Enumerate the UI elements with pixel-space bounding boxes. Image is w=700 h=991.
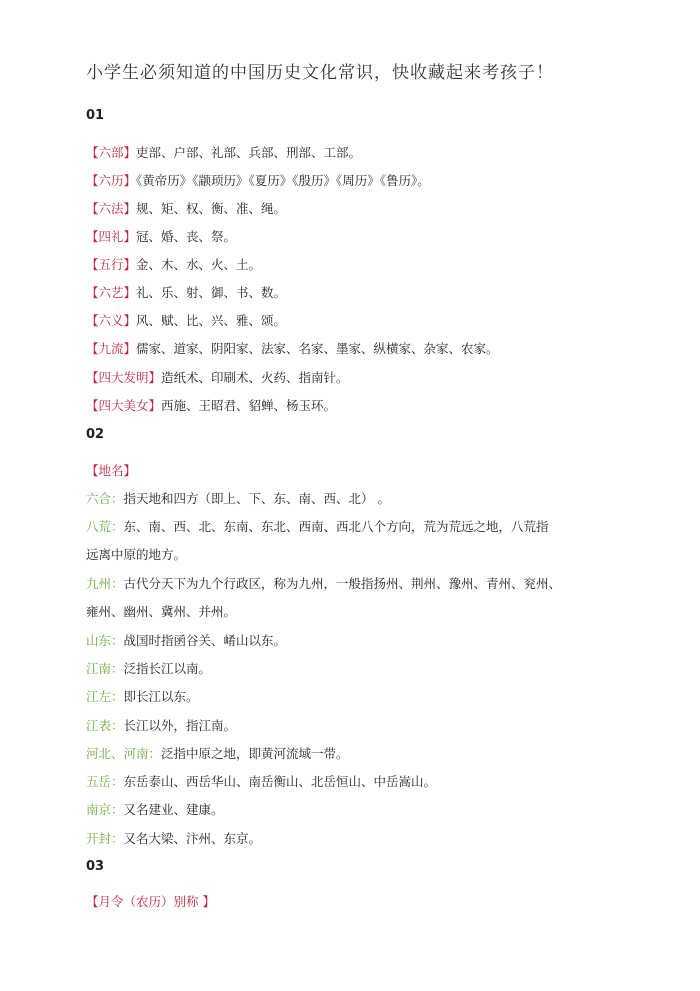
list-item (86, 201, 286, 217)
section-number-02: 02 (86, 427, 105, 442)
section-heading-place-names: 【地名】 (86, 463, 137, 478)
list-item (86, 519, 549, 535)
list-item (86, 831, 261, 847)
list-item (86, 491, 390, 507)
item-label: 【六义】 (86, 313, 137, 328)
list-item (86, 689, 199, 705)
item-text: 泛指长江以南。 (123, 661, 212, 676)
list-item (86, 173, 430, 189)
item-label: 南京： (86, 802, 124, 817)
section-number-03: 03 (86, 859, 105, 874)
item-label: 【四大美女】 (86, 398, 162, 413)
item-label: 山东： (86, 633, 124, 648)
item-label: 【六法】 (86, 201, 137, 216)
list-item (86, 661, 211, 677)
item-text-continued: 雍州、幽州、冀州、并州。 (86, 604, 237, 619)
item-label: 【六历】 (86, 173, 137, 188)
item-text: 即长江以东。 (123, 689, 199, 704)
item-label: 【六部】 (86, 145, 137, 160)
page-title: 小学生必须知道的中国历史文化常识，快收藏起来考孩子！ (86, 63, 554, 83)
list-item (86, 285, 286, 301)
list-item (86, 229, 236, 245)
item-text: 长江以外，指江南。 (123, 718, 237, 733)
item-text: 指天地和四方（即上、下、东、南、西、北） 。 (123, 491, 390, 506)
item-text: 风、赋、比、兴、雅、颂。 (136, 313, 287, 328)
item-text: 吏部、户部、礼部、兵部、刑部、工部。 (136, 145, 362, 160)
list-item (86, 398, 336, 414)
item-text: 东、南、西、北、东南、东北、西南、西北八个方向，荒为荒远之地，八荒指 (123, 519, 549, 534)
section-heading-month-names: 【月令（农历）别称 】 (86, 894, 215, 909)
item-text: 《黄帝历》《颛顼历》《夏历》《殷历》《周历》《鲁历》。 (136, 173, 430, 188)
item-label: 【六艺】 (86, 285, 137, 300)
section-number-01: 01 (86, 108, 105, 123)
list-item (86, 576, 561, 592)
list-item (86, 370, 349, 386)
item-label: 江表： (86, 718, 124, 733)
item-text: 规、矩、权、衡、准、绳。 (136, 201, 287, 216)
item-text: 造纸术、印刷术、火药、指南针。 (161, 370, 349, 385)
item-label: 【五行】 (86, 257, 137, 272)
item-label: 【四礼】 (86, 229, 137, 244)
item-text: 东岳泰山、西岳华山、南岳衡山、北岳恒山、中岳嵩山。 (123, 774, 437, 789)
list-item (86, 145, 361, 161)
list-item (86, 313, 286, 329)
list-item (86, 802, 224, 818)
item-label: 【四大发明】 (86, 370, 162, 385)
item-label: 开封： (86, 831, 124, 846)
item-label: 河北、河南： (86, 746, 162, 761)
list-item (86, 746, 349, 762)
list-item (86, 774, 436, 790)
item-text: 金、木、水、火、土。 (136, 257, 262, 272)
item-label: 五岳： (86, 774, 124, 789)
list-item (86, 633, 286, 649)
item-text: 古代分天下为九个行政区，称为九州，一般指扬州、荆州、豫州、青州、兖州、 (123, 576, 562, 591)
item-text: 冠、婚、丧、祭。 (136, 229, 237, 244)
item-text: 战国时指函谷关、崤山以东。 (123, 633, 287, 648)
item-label: 江南： (86, 661, 124, 676)
list-item (86, 341, 499, 357)
item-text: 西施、王昭君、貂蝉、杨玉环。 (161, 398, 337, 413)
item-label: 【九流】 (86, 341, 137, 356)
item-label: 九州： (86, 576, 124, 591)
item-text: 泛指中原之地，即黄河流域一带。 (161, 746, 349, 761)
item-label: 六合： (86, 491, 124, 506)
list-item (86, 718, 236, 734)
item-text: 又名大梁、汴州、东京。 (123, 831, 262, 846)
item-text: 礼、乐、射、御、书、数。 (136, 285, 287, 300)
item-text-continued: 远离中原的地方。 (86, 547, 187, 562)
item-label: 八荒： (86, 519, 124, 534)
list-item (86, 257, 261, 273)
item-text: 又名建业、建康。 (123, 802, 224, 817)
item-label: 江左： (86, 689, 124, 704)
item-text: 儒家、道家、阴阳家、法家、名家、墨家、纵横家、杂家、农家。 (136, 341, 499, 356)
